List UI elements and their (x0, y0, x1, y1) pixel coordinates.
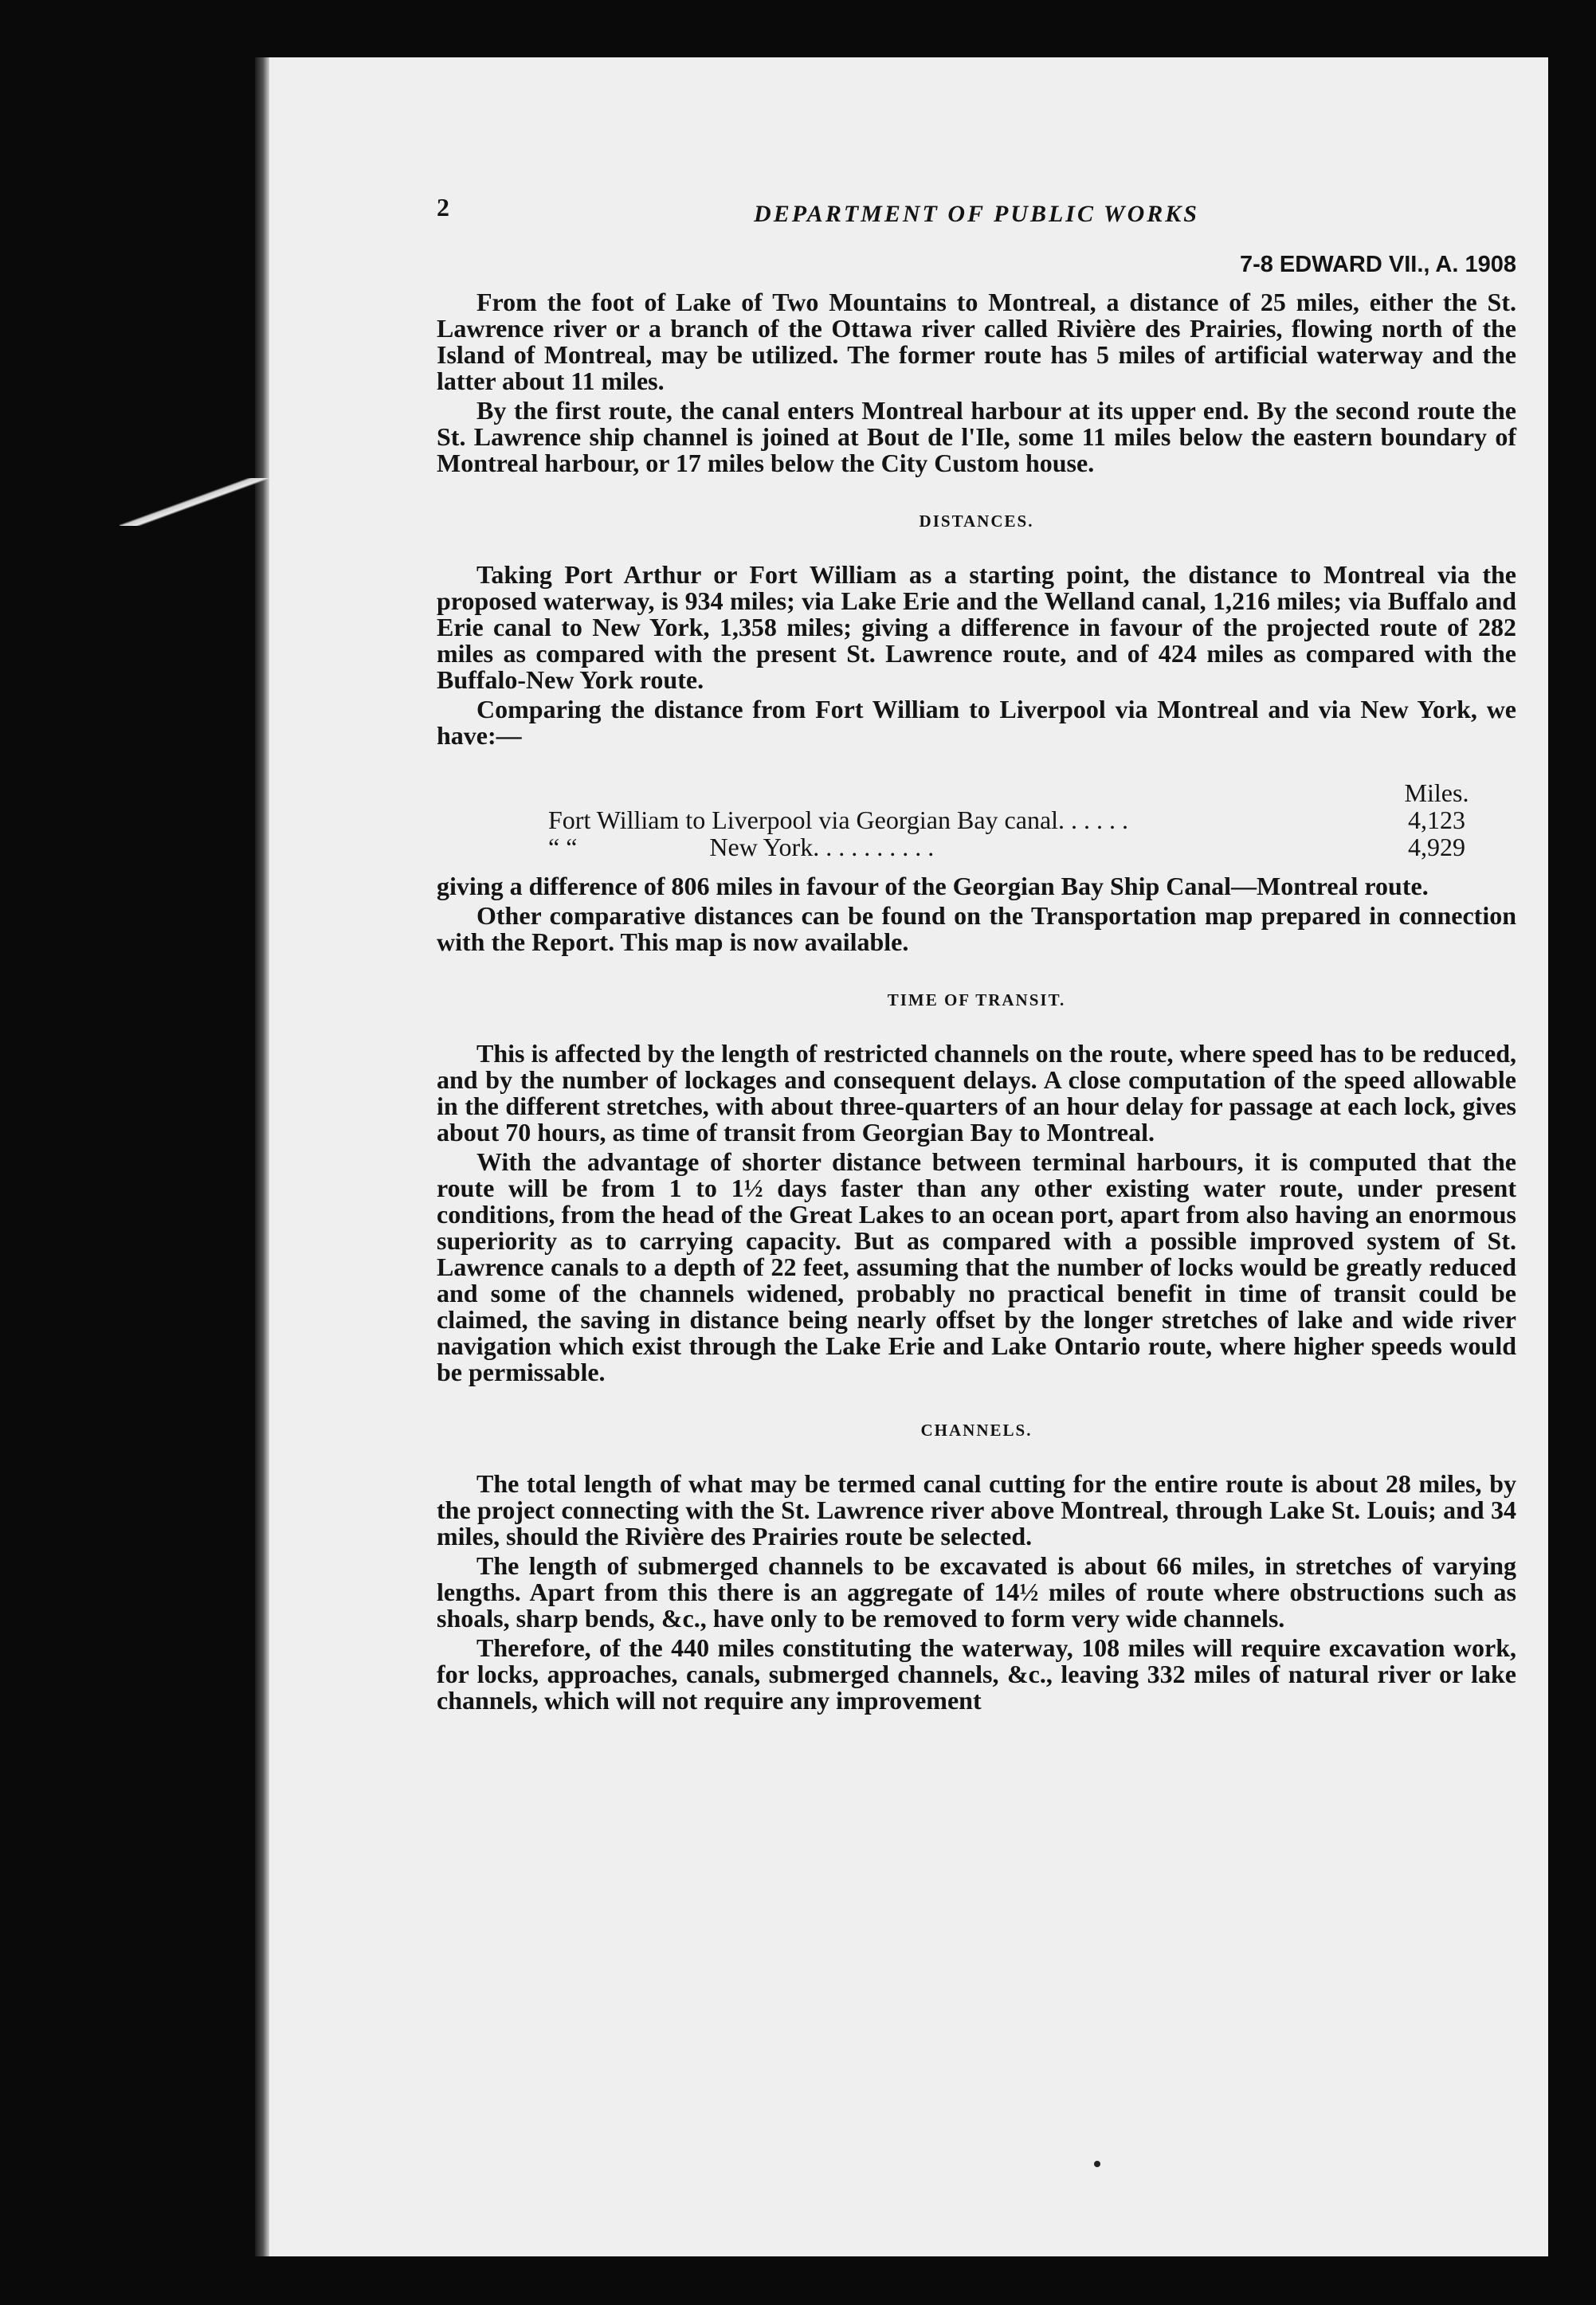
distance-table (548, 779, 1496, 860)
page-content (437, 193, 1516, 1717)
transit-paragraph: With the advantage of shorter distance between terminal harbours, it is computed that the route will be from 1 to 1½ days faster than any other existing water route, under present conditions, from the head of the Great Lakes to an ocean port, apart from also having an enormous superiority as to carrying capacity. But as compared with a possible improved system of St. Lawrence canals to a depth of 22 feet, assuming that the number of locks would be greatly reduced and some of the channels widened, probably no practical benefit in time of transit could be claimed, the saving in distance being nearly offset by the longer stretches of lake and wide river navigation which exist through the Lake Erie and Lake Ontario route, where higher speeds would be permissable. (437, 1147, 1516, 1386)
ditto-marks: “ “ (548, 833, 578, 861)
distances-paragraph: Taking Port Arthur or Fort William as a starting point, the distance to Montreal via the proposed waterway, is 934 miles; via Lake Erie and the Welland canal, 1,216 miles; via Buffalo and Erie canal to New York, 1,358 miles; giving a difference in favour of the projected route of 282 miles as compared with the present St. Lawrence route, and of 424 miles as compared with the Buffalo-New York route. (437, 560, 1516, 694)
intro-paragraph: From the foot of Lake of Two Mountains to Montreal, a distance of 25 miles, either the St. Lawrence river or a branch of the Ottawa river called Rivière des Prairies, flowing north of the Island of Montreal, may be utilized. The former route has 5 miles of artificial waterway and the latter about 11 miles. (437, 288, 1516, 395)
distances-paragraph: Comparing the distance from Fort William to Liverpool via Montreal and via New York, we have:— (437, 695, 1516, 750)
page-fold-shadow (120, 478, 271, 526)
session-label: 7-8 EDWARD VII., A. 1908 (1239, 252, 1516, 277)
table-row (548, 806, 1496, 833)
section-heading-time-of-transit: TIME OF TRANSIT. (887, 990, 1066, 1009)
section-heading-channels: CHANNELS. (920, 1421, 1033, 1440)
section-heading-distances: DISTANCES. (919, 512, 1034, 531)
distances-paragraph: giving a difference of 806 miles in favour of the Georgian Bay Ship Canal—Montreal route. (437, 872, 1429, 900)
page-number: 2 (437, 193, 449, 221)
route-miles: 4,123 (1408, 806, 1465, 834)
unit-header: Miles. (1404, 778, 1469, 807)
channels-paragraph: The total length of what may be termed canal cutting for the entire route is about 28 miles, by the project connecting with the St. Lawrence river above Montreal, through Lake St. Louis; and 34 miles, should the Rivière des Prairies route be selected. (437, 1469, 1516, 1550)
route-miles: 4,929 (1408, 833, 1465, 861)
transit-paragraph: This is affected by the length of restricted channels on the route, where speed has to be reduced, and by the number of lockages and consequent delays. A close computation of the speed allowable in the different stretches, with about three-quarters of an hour delay for passage at each lock, gives about 70 hours, as time of transit from Georgian Bay to Montreal. (437, 1039, 1516, 1147)
department-title: DEPARTMENT OF PUBLIC WORKS (754, 201, 1199, 227)
channels-paragraph: Therefore, of the 440 miles constituting the waterway, 108 miles will require excavation work, for locks, approaches, canals, submerged channels, &c., leaving 332 miles of natural river or lake channels, which will not require any improvement (437, 1633, 1516, 1715)
channels-paragraph: The length of submerged channels to be excavated is about 66 miles, in stretches of varying lengths. Apart from this there is an aggregate of 14½ miles of route where obstructions such as shoals, sharp bends, &c., have only to be removed to form very wide channels. (437, 1551, 1516, 1633)
table-header-row (548, 779, 1496, 806)
route-label: New York. . . . . . . . . . (709, 833, 935, 861)
intro-paragraph: By the first route, the canal enters Montreal harbour at its upper end. By the second route the St. Lawrence ship channel is joined at Bout de l'Ile, some 11 miles below the eastern boundary of Montreal harbour, or 17 miles below the City Custom house. (437, 396, 1516, 477)
route-label: Fort William to Liverpool via Georgian Bay canal. . . . . . (548, 806, 1129, 834)
distances-paragraph: Other comparative distances can be found on the Transportation map prepared in connection with the Report. This map is now available. (437, 901, 1516, 956)
table-row (548, 833, 1496, 860)
running-header (437, 193, 1516, 242)
ink-speck (1094, 2161, 1100, 2167)
scanned-page (269, 57, 1548, 2256)
